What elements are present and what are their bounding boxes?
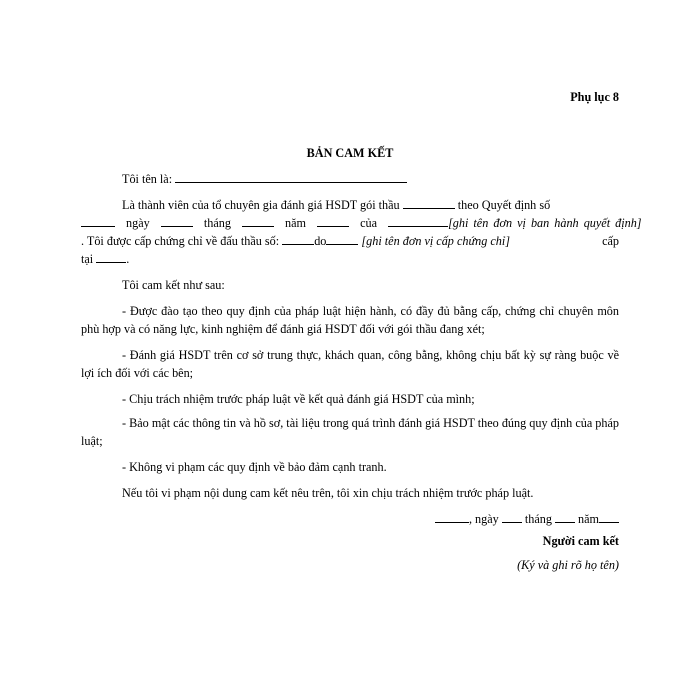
membership-line-4: tại . <box>81 252 130 266</box>
month-blank <box>555 512 575 523</box>
certificate-text: . Tôi được cấp chứng chỉ về đấu thầu số: <box>81 234 280 248</box>
decision-day-blank <box>161 216 193 227</box>
day-blank <box>502 512 522 523</box>
commit-item: - Chịu trách nhiệm trước pháp luật về kết quả đánh giá HSDT của mình; <box>122 392 475 406</box>
package-blank <box>403 198 455 209</box>
date-day-label: , ngày <box>468 512 499 526</box>
commit-item: - Đánh giá HSDT trên cơ sở trung thực, khách quan, công bằng, không chịu bất kỳ sự ràng buộc về lợi ích đối với các bên; <box>81 348 619 380</box>
name-line <box>81 170 619 188</box>
closing-statement: Nếu tôi vi phạm nội dung cam kết nêu trên, tôi xin chịu trách nhiệm trước pháp luật. <box>122 486 534 500</box>
date-month-label: tháng <box>524 512 552 526</box>
date-year-label: năm <box>578 512 599 526</box>
place-blank <box>435 512 469 523</box>
issued-at-label: tại <box>81 252 97 266</box>
document-title: BẢN CAM KẾT <box>306 146 394 160</box>
signer-label: Người cam kết <box>542 534 619 548</box>
issuer-blank <box>388 216 448 227</box>
commit-intro: Tôi cam kết như sau: <box>122 278 225 292</box>
issued-by-text: do <box>314 234 327 248</box>
decision-text: theo Quyết định số <box>457 198 551 212</box>
year-blank <box>599 512 619 523</box>
date-nam-text: năm <box>285 216 306 230</box>
date-ngay-text: ngày <box>126 216 150 230</box>
decision-month-blank <box>242 216 274 227</box>
of-text: của <box>360 216 378 230</box>
decision-year-blank <box>317 216 349 227</box>
name-blank <box>175 172 407 183</box>
decision-number-blank <box>81 216 115 227</box>
name-label: Tôi tên là: <box>122 172 173 186</box>
certificate-issuer-note: [ghi tên đơn vị cấp chứng chỉ] <box>361 234 510 248</box>
issued-cap-word: cấp <box>602 234 619 248</box>
commit-item: - Bảo mật các thông tin và hồ sơ, tài liệu trong quá trình đánh giá HSDT theo đúng quy định của pháp luật; <box>81 416 619 448</box>
membership-line-2 <box>81 214 642 232</box>
commit-item: - Không vi phạm các quy định về bảo đảm cạnh tranh. <box>122 460 387 474</box>
signature-note: (Ký và ghi rõ họ tên) <box>517 558 619 572</box>
commit-item: - Được đào tạo theo quy định của pháp luật hiện hành, có đầy đủ bằng cấp, chứng chỉ chuyên môn phù hợp và có năng lực, kinh nghiệm để đánh giá HSDT đối với gói thầu đang xét; <box>81 304 619 336</box>
membership-paragraph <box>81 196 619 214</box>
issued-at-label-wrap <box>81 232 619 250</box>
issuer-note: [ghi tên đơn vị ban hành quyết định] <box>448 216 642 230</box>
issued-at-blank <box>96 252 126 263</box>
date-thang-text: tháng <box>203 216 231 230</box>
membership-text: Là thành viên của tổ chuyên gia đánh giá HSDT gói thầu <box>122 198 400 212</box>
appendix-label: Phụ lục 8 <box>570 90 619 104</box>
signature-date-line <box>81 510 619 528</box>
